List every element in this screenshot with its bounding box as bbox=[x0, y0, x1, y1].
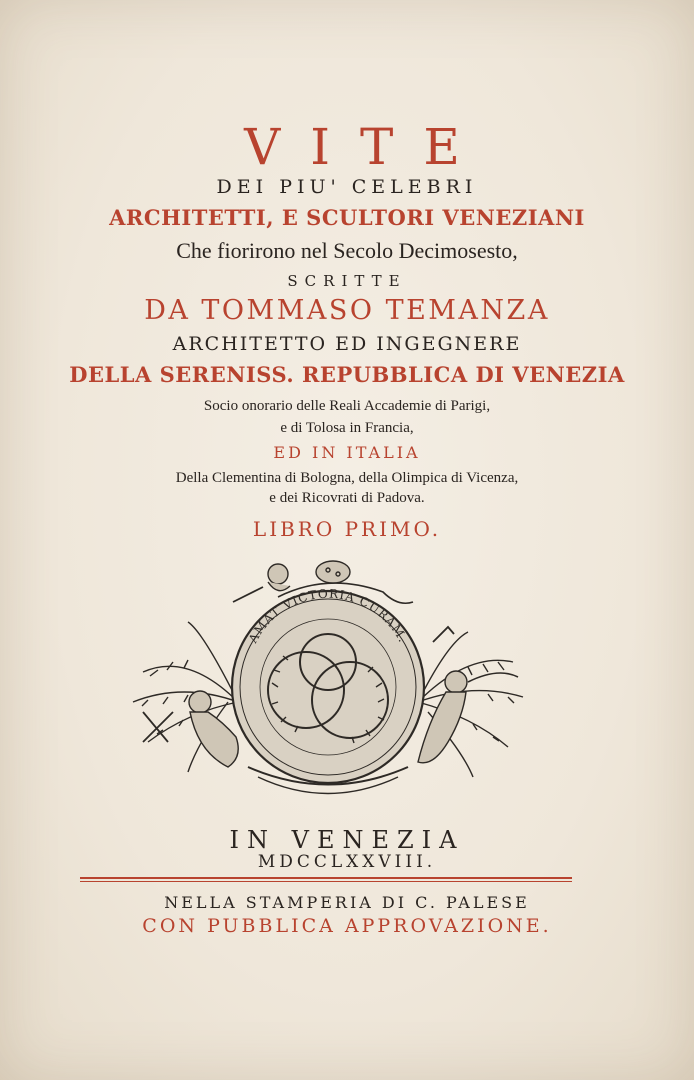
subtitle-line-1: DEI PIU' CELEBRI bbox=[216, 176, 478, 198]
imprint-printer: NELLA STAMPERIA DI C. PALESE bbox=[164, 893, 530, 912]
book-number: LIBRO PRIMO. bbox=[252, 517, 442, 541]
author-role: ARCHITETTO ED INGEGNERE bbox=[172, 333, 522, 355]
subtitle-line-2: ARCHITETTI, E SCULTORI VENEZIANI bbox=[109, 205, 585, 230]
author-republic: DELLA SERENISS. REPUBBLICA DI VENEZIA bbox=[69, 362, 625, 387]
book-title: VITE bbox=[244, 118, 490, 176]
cherub-left bbox=[143, 691, 238, 767]
academies-line-2: e dei Ricovrati di Padova. bbox=[269, 490, 425, 506]
imprint-year: MDCCLXXVIII. bbox=[257, 852, 437, 872]
double-rule-bottom bbox=[80, 881, 572, 882]
author-name: DA TOMMASO TEMANZA bbox=[144, 295, 550, 326]
socio-line-2: e di Tolosa in Francia, bbox=[280, 420, 414, 436]
scritte-label: SCRITTE bbox=[287, 272, 407, 290]
subtitle-line-3: Che fiorirono nel Secolo Decimosesto, bbox=[176, 238, 518, 263]
ed-in-italia: ED IN ITALIA bbox=[273, 443, 421, 462]
palette bbox=[316, 561, 350, 583]
academies-line-1: Della Clementina di Bologna, della Olimpica di Vicenza, bbox=[175, 470, 519, 486]
engraved-vignette bbox=[128, 552, 528, 810]
socio-line-1: Socio onorario delle Reali Accademie di Parigi, bbox=[203, 398, 491, 414]
cherub-top bbox=[233, 564, 290, 602]
imprint-approval: CON PUBBLICA APPROVAZIONE. bbox=[142, 915, 552, 937]
double-rule-top bbox=[80, 877, 572, 879]
vignette-motto: AMAT VICTORIA CURAM. bbox=[245, 586, 411, 646]
imprint-place: IN VENEZIA bbox=[229, 826, 465, 854]
